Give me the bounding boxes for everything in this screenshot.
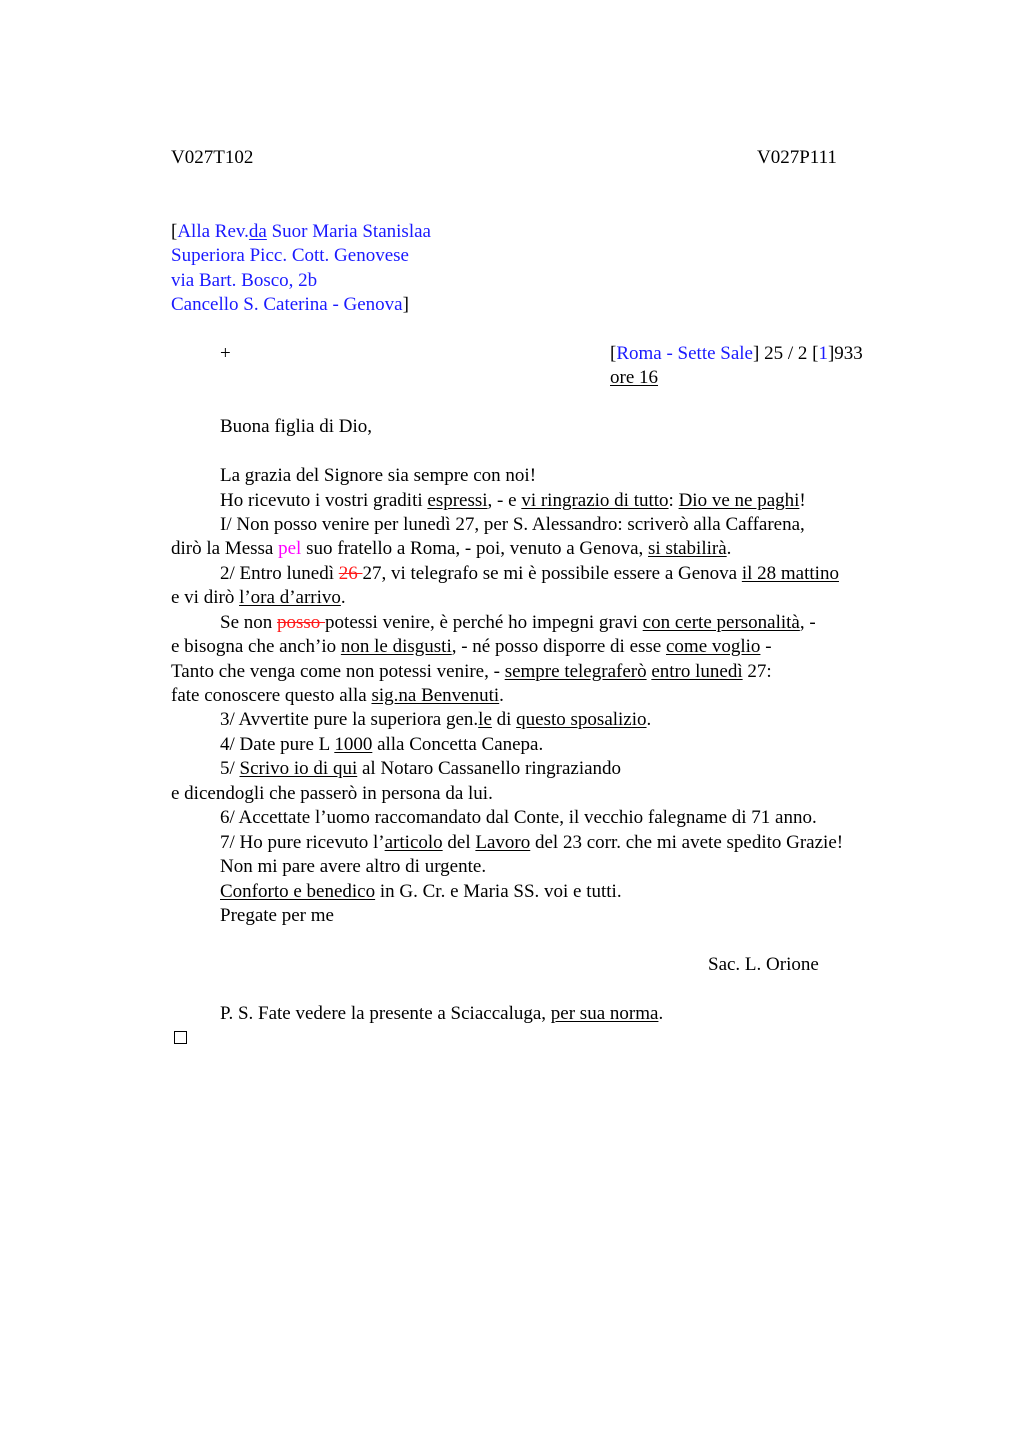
postscript: P. S. Fate vedere la presente a Sciaccaluga, per sua norma. bbox=[220, 1003, 664, 1024]
body-line: 2/ Entro lunedì 26 27, vi telegrafo se mi è possibile essere a Genova il 28 mattino bbox=[220, 563, 839, 584]
body-line: e vi dirò l’ora d’arrivo. bbox=[171, 587, 346, 608]
body-line: Ho ricevuto i vostri graditi espressi, - e vi ringrazio di tutto: Dio ve ne paghi! bbox=[220, 490, 806, 511]
body-line: 4/ Date pure L 1000 alla Concetta Canepa. bbox=[220, 734, 544, 755]
body-line: I/ Non posso venire per lunedì 27, per S. Alessandro: scriverò alla Caffarena, bbox=[220, 514, 805, 535]
address-line-4: Cancello S. Caterina - Genova] bbox=[171, 294, 409, 315]
time: ore 16 bbox=[610, 367, 659, 388]
address-line-3: via Bart. Bosco, 2b bbox=[171, 270, 318, 291]
signature: Sac. L. Orione bbox=[708, 954, 819, 975]
body-line: Non mi pare avere altro di urgente. bbox=[220, 856, 487, 877]
address-line-2: Superiora Picc. Cott. Genovese bbox=[171, 245, 409, 266]
body-line: 7/ Ho pure ricevuto l’articolo del Lavoro del 23 corr. che mi avete spedito Grazie! bbox=[220, 832, 844, 853]
dateline: [Roma - Sette Sale] 25 / 2 [1]933 bbox=[610, 343, 863, 364]
body-line: 5/ Scrivo io di qui al Notaro Cassanello ringraziando bbox=[220, 758, 622, 779]
body-line: Pregate per me bbox=[220, 905, 334, 926]
body-line: Tanto che venga come non potessi venire, - sempre telegraferò entro lunedì 27: bbox=[171, 661, 772, 682]
body-line: e bisogna che anch’io non le disgusti, - né posso disporre di esse come voglio - bbox=[171, 636, 772, 657]
body-line: fate conoscere questo alla sig.na Benvenuti. bbox=[171, 685, 504, 706]
body-line: Conforto e benedico in G. Cr. e Maria SS. voi e tutti. bbox=[220, 881, 622, 902]
body-line: dirò la Messa pel suo fratello a Roma, - poi, venuto a Genova, si stabilirà. bbox=[171, 538, 732, 559]
salutation: Buona figlia di Dio, bbox=[220, 416, 372, 437]
end-square-icon bbox=[174, 1031, 187, 1044]
body-line: La grazia del Signore sia sempre con noi! bbox=[220, 465, 537, 486]
left-code: V027T102 bbox=[171, 147, 254, 168]
address-line-1: [Alla Rev.da Suor Maria Stanislaa bbox=[171, 221, 431, 242]
right-code: V027P111 bbox=[757, 147, 837, 168]
body-line: 3/ Avvertite pure la superiora gen.le di questo sposalizio. bbox=[220, 709, 652, 730]
body-line: e dicendogli che passerò in persona da lui. bbox=[171, 783, 493, 804]
cross-symbol: + bbox=[220, 343, 231, 364]
body-line: 6/ Accettate l’uomo raccomandato dal Conte, il vecchio falegname di 71 anno. bbox=[220, 807, 817, 828]
body-line: Se non posso potessi venire, è perché ho impegni gravi con certe personalità, - bbox=[220, 612, 816, 633]
